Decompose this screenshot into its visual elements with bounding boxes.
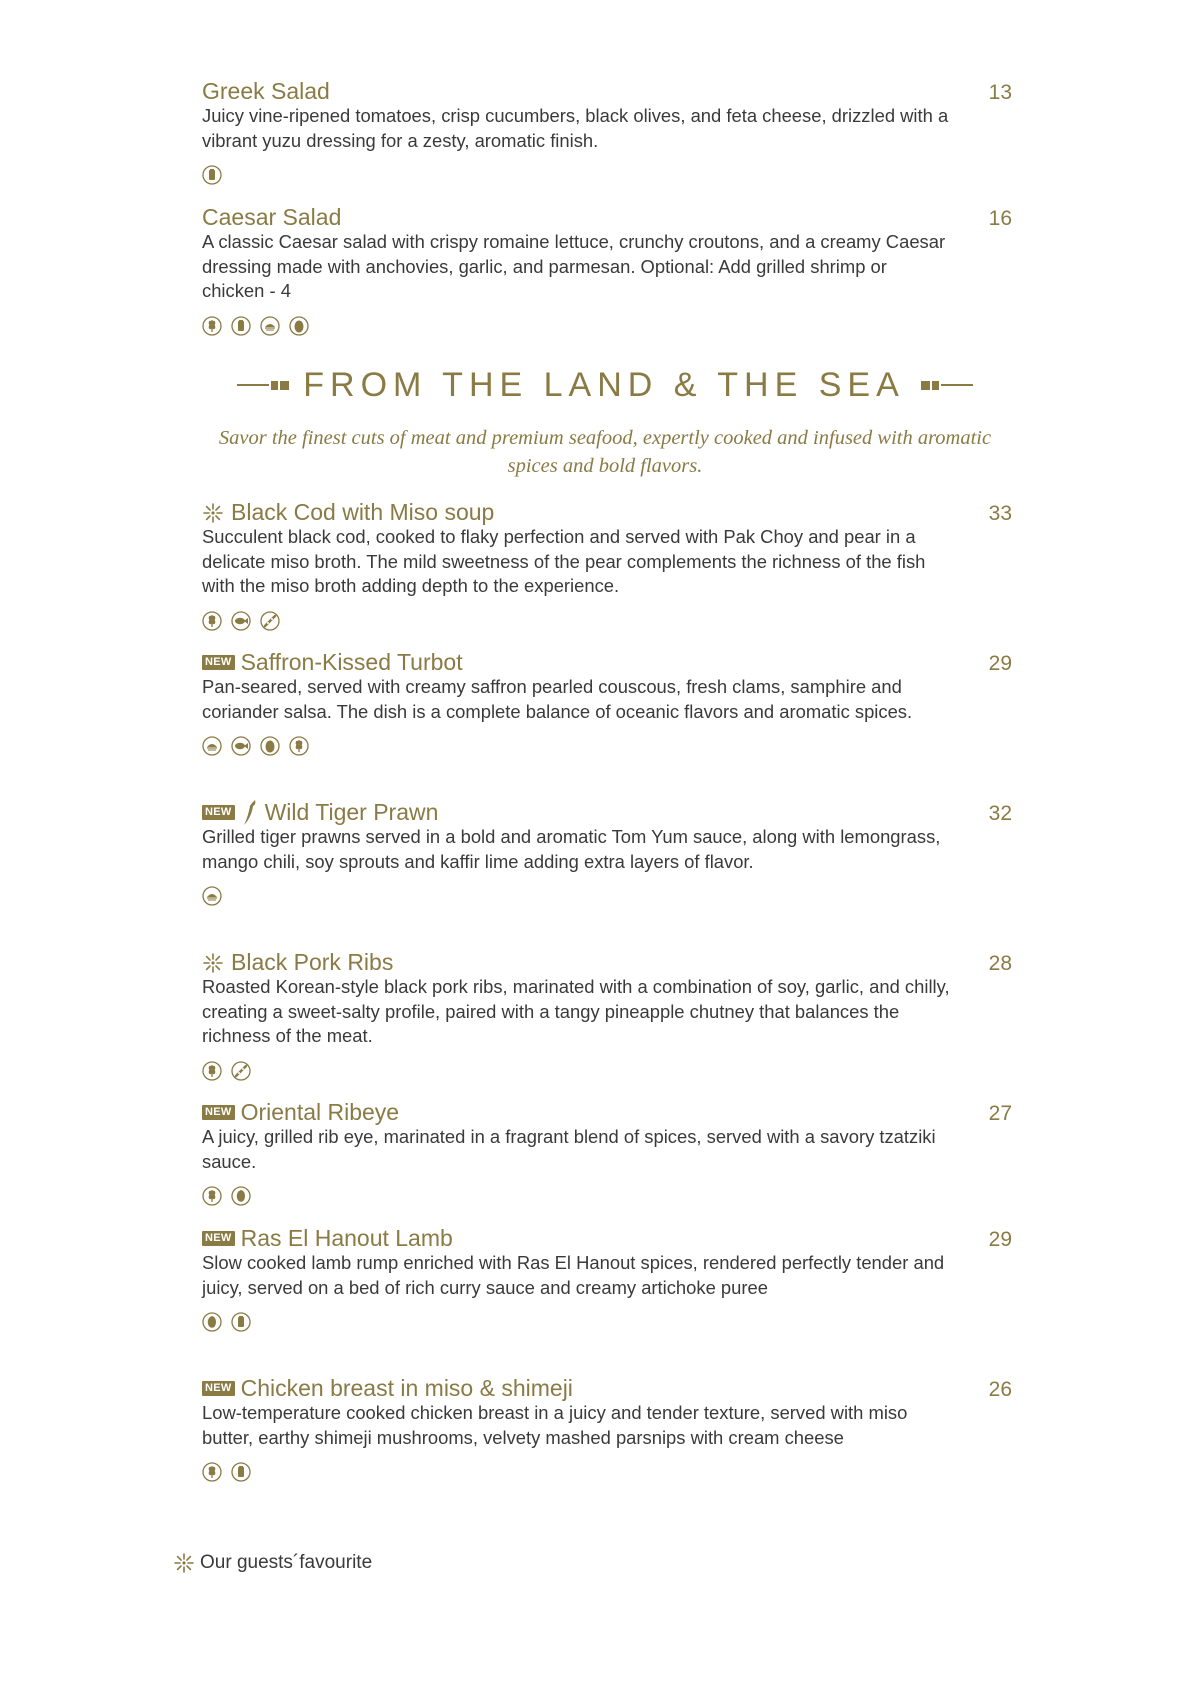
footnote-text: Our guests´favourite <box>200 1552 373 1573</box>
item-price: 29 <box>988 1228 1012 1251</box>
egg-icon <box>260 736 280 756</box>
fish-icon <box>231 736 251 756</box>
section-heading <box>230 360 980 410</box>
new-badge: NEW <box>202 1231 235 1246</box>
item-description: A classic Caesar salad with crispy romaine lettuce, crunchy croutons, and a creamy Caesar dressing made with anchovies, garlic, and parmesan. Optional: Add grilled shrimp or chicken - 4 <box>202 231 946 301</box>
item-title-row <box>202 1097 1012 1127</box>
item-title-row <box>202 1223 1012 1253</box>
item-price: 29 <box>988 652 1012 675</box>
allergen-icons <box>202 316 1012 336</box>
item-description: Grilled tiger prawns served in a bold and aromatic Tom Yum sauce, along with lemongrass, mango chili, soy sprouts and kaffir lime adding extra layers of flavor. <box>202 826 941 872</box>
menu-item-black-cod <box>202 497 1012 631</box>
gluten-icon <box>202 1462 222 1482</box>
item-title-row <box>202 1373 1012 1403</box>
item-price: 16 <box>988 207 1012 230</box>
item-title: Black Cod with Miso soup <box>231 499 495 525</box>
item-title: Oriental Ribeye <box>240 1099 400 1125</box>
crustacean-icon <box>202 886 222 906</box>
allergen-icons <box>202 611 1012 631</box>
item-price: 32 <box>988 802 1012 825</box>
item-title: Ras El Hanout Lamb <box>240 1225 453 1251</box>
menu-item-black-pork-ribs <box>202 947 1012 1081</box>
new-badge: NEW <box>202 1105 235 1120</box>
dairy-icon <box>231 1312 251 1332</box>
item-description: Succulent black cod, cooked to flaky perfection and served with Pak Choy and pear in a delicate miso broth. The mild sweetness of the pear complements the richness of the fish with the miso broth adding depth to the experience. <box>202 526 926 596</box>
item-title: Saffron-Kissed Turbot <box>240 649 463 675</box>
fish-icon <box>231 611 251 631</box>
dairy-icon <box>231 1462 251 1482</box>
item-price: 28 <box>988 952 1012 975</box>
item-title: Caesar Salad <box>202 204 342 230</box>
favourite-star-icon <box>173 1552 195 1574</box>
crustacean-icon <box>260 316 280 336</box>
ornament-right-icon <box>919 381 973 390</box>
spicy-chili-icon <box>241 797 259 827</box>
menu-item-caesar-salad <box>202 202 1012 336</box>
new-badge: NEW <box>202 1381 235 1396</box>
gluten-icon <box>289 736 309 756</box>
item-description: A juicy, grilled rib eye, marinated in a fragrant blend of spices, served with a savory tzatziki sauce. <box>202 1126 936 1172</box>
menu-item-saffron-turbot <box>202 647 1012 756</box>
footnote <box>173 1552 372 1574</box>
section-subtitle: Savor the finest cuts of meat and premium seafood, expertly cooked and infused with aromatic spices and bold flavors. <box>218 427 992 477</box>
menu-item-tiger-prawn <box>202 797 1012 906</box>
item-title: Greek Salad <box>202 78 330 104</box>
favourite-star-icon <box>202 501 224 523</box>
allergen-icons <box>202 736 1012 756</box>
allergen-icons <box>202 1186 1012 1206</box>
favourite-star-icon <box>202 951 224 973</box>
gluten-icon <box>202 316 222 336</box>
ornament-left-icon <box>237 381 289 390</box>
item-price: 27 <box>988 1102 1012 1125</box>
item-description: Roasted Korean-style black pork ribs, marinated with a combination of soy, garlic, and chilly, creating a sweet-salty profile, paired with a tangy pineapple chutney that balances the richness of the meat. <box>202 976 950 1046</box>
item-title-row <box>202 647 1012 677</box>
item-description: Pan-seared, served with creamy saffron pearled couscous, fresh clams, samphire and coriander salsa. The dish is a complete balance of oceanic flavors and aromatic spices. <box>202 676 913 722</box>
egg-icon <box>289 316 309 336</box>
item-description: Juicy vine-ripened tomatoes, crisp cucumbers, black olives, and feta cheese, drizzled with a vibrant yuzu dressing for a zesty, aromatic finish. <box>202 105 949 151</box>
menu-item-chicken-breast-miso <box>202 1373 1012 1482</box>
item-title-row <box>202 947 1012 977</box>
soy-icon <box>260 611 280 631</box>
nuts-icon <box>231 1186 251 1206</box>
item-price: 13 <box>988 81 1012 104</box>
section-title: FROM THE LAND & THE SEA <box>303 365 905 404</box>
item-description: Slow cooked lamb rump enriched with Ras El Hanout spices, rendered perfectly tender and juicy, served on a bed of rich curry sauce and creamy artichoke puree <box>202 1252 945 1298</box>
menu-item-greek-salad <box>202 76 1012 185</box>
gluten-icon <box>202 611 222 631</box>
item-title: Chicken breast in miso & shimeji <box>240 1375 573 1401</box>
gluten-icon <box>202 1186 222 1206</box>
item-title: Black Pork Ribs <box>231 949 394 975</box>
dairy-icon <box>202 165 222 185</box>
item-price: 26 <box>988 1378 1012 1401</box>
allergen-icons <box>202 165 1012 185</box>
allergen-icons <box>202 886 1012 906</box>
item-title: Wild Tiger Prawn <box>264 799 439 825</box>
item-price: 33 <box>988 502 1012 525</box>
menu-item-ras-el-hanout-lamb <box>202 1223 1012 1332</box>
gluten-icon <box>202 1061 222 1081</box>
crustacean-icon <box>202 736 222 756</box>
allergen-icons <box>202 1462 1012 1482</box>
nuts-icon <box>202 1312 222 1332</box>
new-badge: NEW <box>202 805 235 820</box>
item-description: Low-temperature cooked chicken breast in a juicy and tender texture, served with miso butter, earthy shimeji mushrooms, velvety mashed parsnips with cream cheese <box>202 1402 908 1448</box>
menu-item-oriental-ribeye <box>202 1097 1012 1206</box>
item-title-row <box>202 497 1012 527</box>
new-badge: NEW <box>202 655 235 670</box>
soy-icon <box>231 1061 251 1081</box>
allergen-icons <box>202 1312 1012 1332</box>
item-title-row <box>202 797 1012 827</box>
allergen-icons <box>202 1061 1012 1081</box>
dairy-icon <box>231 316 251 336</box>
